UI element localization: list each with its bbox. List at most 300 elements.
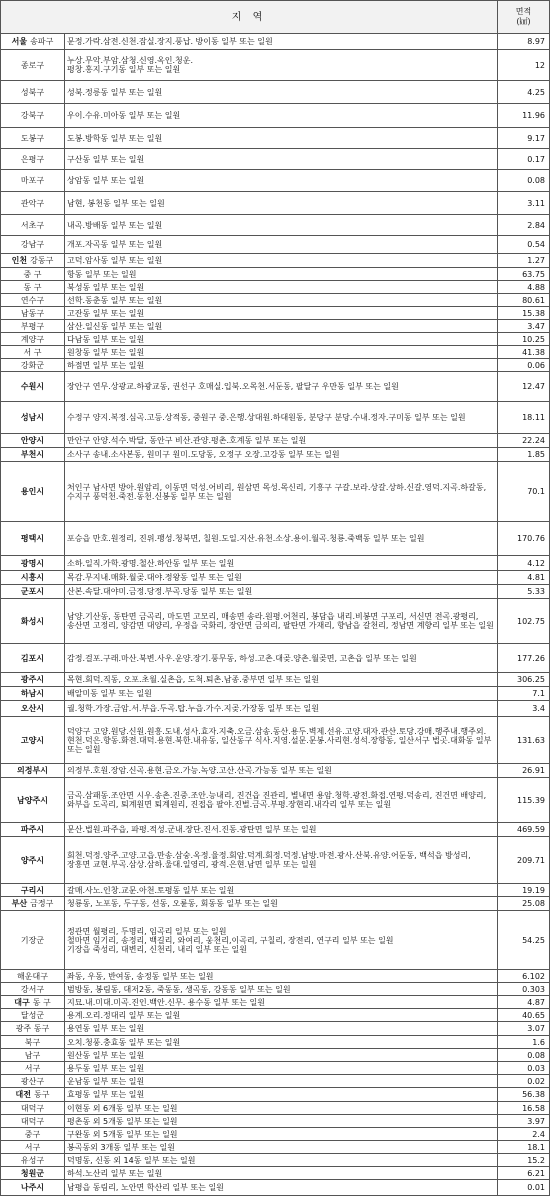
area-cell: 0.17 [498,149,550,170]
district-label: 광주 동구 [15,1024,50,1033]
district-label: 기장군 [20,935,45,945]
region-cell [1,268,65,281]
region-cell [1,170,65,192]
region-cell [1,1049,65,1062]
district-label: 중구 [24,1129,41,1139]
district-label: 부천시 [20,450,45,459]
area-cell: 3.47 [498,320,550,333]
area-header-label: 면적 (㎢) [515,7,532,26]
description-cell: 소하.일직.가학.광명.철산.하안동 일부 또는 일원 [65,556,498,571]
region-cell [1,884,65,897]
description-cell: 항동 일부 또는 일원 [65,268,498,281]
table-row [1,1128,550,1141]
region-cell [1,434,65,448]
table-row [1,104,550,128]
district-label: 수원시 [20,382,45,391]
description-cell: 정관면 월평리, 두명리, 임곡리 일부 또는 일원 철마면 임기리, 송정리, 백길리, 와여리, 웅천리,이곡리, 구칠리, 장전리, 연구리 일부 또는 일원 기장읍 죽성리, 대변리, 신천리, 내리 일부 또는 일원 [65,911,498,970]
table-row [1,128,550,149]
region-cell [1,307,65,320]
region-cell [1,983,65,996]
district-label: 중 구 [23,269,42,279]
area-cell: 0.08 [498,1049,550,1062]
region-cell [1,571,65,585]
area-cell: 3.11 [498,192,550,215]
area-header [498,1,550,34]
area-cell: 2.84 [498,215,550,236]
region-cell [1,778,65,823]
region-cell [1,281,65,294]
region-cell [1,1141,65,1154]
region-cell [1,1075,65,1088]
region-cell [1,687,65,701]
area-cell: 15.2 [498,1154,550,1167]
area-cell: 26.91 [498,764,550,778]
district-label: 남양주시 [17,795,48,805]
region-cell [1,970,65,983]
area-cell: 4.12 [498,556,550,571]
table-row [1,1022,550,1036]
table-row [1,1102,550,1115]
table-row [1,215,550,236]
district-label: 용인시 [20,487,45,496]
district-label: 해운대구 [17,971,48,981]
area-cell: 70.1 [498,462,550,522]
district-label: 서구 [24,1142,41,1152]
description-cell: 고덕.암사동 일부 또는 일원 [65,254,498,268]
region-cell [1,911,65,970]
table-row [1,50,550,81]
district-label: 강남구 [20,240,45,249]
table-row [1,687,550,701]
area-cell: 306.25 [498,673,550,687]
description-cell: 성북.정릉동 일부 또는 일원 [65,81,498,104]
table-row [1,402,550,434]
district-label: 화성시 [20,616,45,626]
area-cell: 115.39 [498,778,550,823]
description-cell: 개포.자곡동 일부 또는 일원 [65,236,498,254]
description-cell: 소사구 송내.소사본동, 원미구 원미.도당동, 오정구 오장.고강동 일부 또는 일원 [65,448,498,462]
table-row [1,307,550,320]
description-cell: 지묘.내.미대.미곡.진인.백안.신무. 용수동 일부 또는 일원 [65,996,498,1009]
area-cell: 6.102 [498,970,550,983]
description-cell: 처인구 남사면 방아.원암리, 이동면 덕성.어비리, 원삼면 목성.목신리, 기흥구 구갈.보라.상갈.상하.신갈.영덕.지곡.하갈동, 수지구 풍덕천.죽전.동천.신봉동 일부 또는 일원 [65,462,498,522]
area-cell: 41.38 [498,346,550,359]
description-cell: 수정구 양지.복정.심곡.고등.상적동, 중원구 중.은행.상대원.하대원동, 분당구 분당.수내.정자.구미동 일부 또는 일원 [65,402,498,434]
district-label: 군포시 [20,587,45,596]
area-cell: 80.61 [498,294,550,307]
description-cell: 배알미동 일부 또는 일원 [65,687,498,701]
region-cell [1,673,65,687]
table-row [1,1075,550,1088]
region-cell [1,236,65,254]
table-row [1,448,550,462]
description-cell: 감정.걸포.구래.마산.북변.사우.운양.장기.풍무동, 하성.고촌.대곶.양촌.월곶면, 고촌읍 일부 또는 일원 [65,644,498,673]
description-cell: 만안구 안양.석수.박달, 동안구 비산.관양.평촌.호계동 일부 또는 일원 [65,434,498,448]
table-row [1,434,550,448]
district-label: 광산구 [20,1076,45,1086]
district-label: 성남시 [20,413,45,422]
region-cell [1,644,65,673]
table-row [1,320,550,333]
description-cell: 북성동 일부 또는 일원 [65,281,498,294]
description-cell: 남평읍 동림리, 노안면 학산리 일부 또는 일원 [65,1180,498,1196]
description-cell: 갈매.사노.인창.교문.아천.토평동 일부 또는 일원 [65,884,498,897]
area-cell: 5.33 [498,585,550,599]
table-row [1,599,550,644]
description-cell: 선학.동춘동 일부 또는 일원 [65,294,498,307]
district-label: 서초구 [20,220,45,230]
region-cell [1,1009,65,1022]
region-cell [1,149,65,170]
description-cell: 궐.청학.가장.금암.서.부읍.두곡.탑.누읍.가수.지곶.가장동 일부 또는 일원 [65,701,498,717]
province-label: 부산 [11,899,28,908]
table-row [1,1062,550,1075]
description-cell: 남양.기산동, 동탄면 금곡리, 마도면 고모리, 매송면 송라.원평.어천리, 봉담읍 내리.비봉면 구포리, 서신면 전곡.광평리, 송산면 고정리, 양감면 대양리, 우정읍 국화리, 장안면 금의리, 팔탄면 가재리, 향남읍 갈천리, 정남면 계향리 일부 또는 일원 [65,599,498,644]
table-row [1,778,550,823]
table-row [1,837,550,884]
table-row [1,970,550,983]
description-cell: 삼산.일신동 일부 또는 일원 [65,320,498,333]
area-cell: 469.59 [498,823,550,837]
table-row [1,996,550,1009]
area-cell: 12.47 [498,372,550,402]
region-cell [1,556,65,571]
district-label: 남구 [24,1050,41,1060]
region-cell [1,1167,65,1180]
district-label: 남동구 [20,308,45,318]
description-cell: 회천.덕정.양주.고양.고읍.만송.삼숭.옥정.율정.회암.덕계.회정.덕정.남방.마전.광사.산북.유양.어둔동, 백석읍 방성리, 장흥면 교현.부곡.삼상.삼하.울대.일영리, 광적.은현.남면 일부 또는 일원 [65,837,498,884]
region-cell [1,1036,65,1049]
region-cell [1,104,65,128]
area-cell: 40.65 [498,1009,550,1022]
table-row [1,268,550,281]
area-cell: 4.87 [498,996,550,1009]
region-cell [1,1022,65,1036]
description-cell: 문산.법원.파주읍, 파평.적성.군내.장단.진서.진동.광탄면 일부 또는 일원 [65,823,498,837]
description-cell: 이현동 외 6개동 일부 또는 일원 [65,1102,498,1115]
table-row [1,346,550,359]
area-cell: 54.25 [498,911,550,970]
description-cell: 구산동 일부 또는 일원 [65,149,498,170]
table-row [1,254,550,268]
district-label: 하남시 [20,689,45,698]
district-label: 평택시 [20,534,45,543]
area-cell: 10.25 [498,333,550,346]
district-label: 계양구 [20,334,45,344]
district-label: 부평구 [20,321,45,331]
district-label: 청원군 [20,1168,45,1178]
description-cell: 봉곡동외 3개동 일부 또는 일원 [65,1141,498,1154]
region-cell [1,81,65,104]
area-cell: 131.63 [498,717,550,764]
table-row [1,1180,550,1196]
description-cell: 용연동 일부 또는 일원 [65,1022,498,1036]
description-cell: 운남동 일부 또는 일원 [65,1075,498,1088]
area-cell: 3.97 [498,1115,550,1128]
province-label: 대구 [14,997,30,1007]
region-cell [1,1115,65,1128]
area-cell: 15.38 [498,307,550,320]
area-cell: 170.76 [498,522,550,556]
area-cell: 209.71 [498,837,550,884]
description-cell: 청룡동, 노포동, 두구동, 선동, 오륜동, 회동동 일부 또는 일원 [65,897,498,911]
district-label: 금정구 [30,899,54,908]
table-row [1,983,550,996]
description-cell: 내곡.방배동 일부 또는 일원 [65,215,498,236]
table-row [1,644,550,673]
area-cell: 1.85 [498,448,550,462]
description-cell: 원창동 일부 또는 일원 [65,346,498,359]
district-label: 관악구 [20,198,45,208]
description-cell: 포승읍 만호.원정리, 진위.팽성.청북면, 칠원.도일.지산.유천.소상.용이.월곡.청룡.죽백동 일부 또는 일원 [65,522,498,556]
description-cell: 상암동 일부 또는 일원 [65,170,498,192]
district-label: 광주시 [20,675,45,684]
area-cell: 7.1 [498,687,550,701]
area-cell: 16.58 [498,1102,550,1115]
area-cell: 25.08 [498,897,550,911]
district-label: 안양시 [20,436,45,445]
description-cell: 원산동 일부 또는 일원 [65,1049,498,1062]
table-row [1,462,550,522]
table-row [1,170,550,192]
table-row [1,571,550,585]
district-label: 마포구 [20,176,45,185]
region-cell [1,996,65,1009]
description-cell: 목감.무지내.매화.월곶.대야.정왕동 일부 또는 일원 [65,571,498,585]
district-label: 시흥시 [20,573,45,582]
table-row [1,359,550,372]
district-label: 강서구 [20,984,45,994]
table-row [1,556,550,571]
description-cell: 구완동 외 5개동 일부 또는 일원 [65,1128,498,1141]
region-cell [1,333,65,346]
area-cell: 0.08 [498,170,550,192]
region-header: 지 역 [1,1,498,34]
region-cell [1,701,65,717]
description-cell: 오치.청풍.충효동 일부 또는 일원 [65,1036,498,1049]
district-label: 연수구 [20,295,45,305]
district-label: 강동구 [30,256,54,265]
area-cell: 4.88 [498,281,550,294]
province-label: 서울 [11,37,28,46]
district-label: 의정부시 [17,766,48,775]
district-label: 동 구 [32,997,51,1007]
table-row [1,884,550,897]
district-label: 대덕구 [20,1116,45,1126]
area-cell: 0.03 [498,1062,550,1075]
district-label: 대덕구 [20,1103,45,1113]
district-label: 양주시 [20,855,45,865]
region-cell [1,764,65,778]
region-cell [1,34,65,50]
district-label: 달성군 [20,1010,45,1020]
description-cell: 효평동 일부 또는 일원 [65,1088,498,1102]
region-cell [1,599,65,644]
table-row [1,192,550,215]
area-cell: 9.17 [498,128,550,149]
district-label: 파주시 [20,825,45,834]
region-cell [1,1128,65,1141]
description-cell: 하점면 일부 또는 일원 [65,359,498,372]
area-cell: 0.02 [498,1075,550,1088]
table-row [1,522,550,556]
description-cell: 산본.속달.대야미.금정.당정.부곡.당동 일부 또는 일원 [65,585,498,599]
table-row [1,1009,550,1022]
area-cell: 19.19 [498,884,550,897]
region-cell [1,823,65,837]
table-body [1,34,550,1196]
table-row [1,673,550,687]
description-cell: 장안구 연무.상광교.하광교동, 권선구 호매실.입북.오목천.서둔동, 팔달구 우만동 일부 또는 일원 [65,372,498,402]
table-row [1,149,550,170]
area-cell: 11.96 [498,104,550,128]
description-cell: 평촌동 외 5개동 일부 또는 일원 [65,1115,498,1128]
table-row [1,1167,550,1180]
area-cell: 4.81 [498,571,550,585]
description-cell: 문정.가락.삼전.신천.잠실.장지.풍납. 방이동 일부 또는 일원 [65,34,498,50]
area-cell: 2.4 [498,1128,550,1141]
description-cell: 좌동, 우동, 반여동, 송정동 일부 또는 일원 [65,970,498,983]
district-label: 나주시 [20,1183,45,1192]
district-label: 동구 [34,1090,50,1099]
region-cell [1,462,65,522]
description-cell: 남현, 봉천동 일부 또는 일원 [65,192,498,215]
district-label: 종로구 [20,60,45,70]
description-cell: 우이.수유.미아동 일부 또는 일원 [65,104,498,128]
table-row [1,281,550,294]
description-cell: 누상.무악.부암.삼청.신영.옥인.청운. 평창.홍지.구기동 일부 또는 일원 [65,50,498,81]
area-cell: 3.4 [498,701,550,717]
table-row [1,294,550,307]
description-cell: 용두동 일부 또는 일원 [65,1062,498,1075]
area-cell: 1.6 [498,1036,550,1049]
region-cell [1,346,65,359]
table-row [1,911,550,970]
district-label: 북구 [24,1037,41,1047]
district-label: 강북구 [20,111,45,120]
district-label: 강화군 [20,360,45,370]
region-cell [1,50,65,81]
description-cell: 고잔동 일부 또는 일원 [65,307,498,320]
region-cell [1,522,65,556]
area-cell: 18.1 [498,1141,550,1154]
region-cell [1,585,65,599]
region-cell [1,192,65,215]
table-row [1,701,550,717]
area-cell: 1.27 [498,254,550,268]
region-cell [1,128,65,149]
region-cell [1,254,65,268]
description-cell: 용계.오리.정대리 일부 또는 일원 [65,1009,498,1022]
table-row [1,897,550,911]
table-row [1,81,550,104]
table-row [1,1115,550,1128]
province-label: 대전 [15,1090,31,1099]
region-cell [1,897,65,911]
description-cell: 덕양구 고양.원당.신원.원흥.도내.성사.효자.지축.오금.삼송.동산.용두.벽제.선유.고양.대자.관산.토당.강매.행주내.행주외.현천.덕은.향동.화전.대덕.용현.북한.내유동, 일산동구 식사.지영.설문.문봉.사리현.성석.장항동, 일산서구 법곳.대화동 일부 또는 일원 [65,717,498,764]
description-cell: 의정부.호원.장암.신곡.용현.금오.가능.녹양.고산.산곡.가능동 일부 또는 일원 [65,764,498,778]
region-cell [1,359,65,372]
region-cell [1,448,65,462]
district-label: 김포시 [20,653,45,663]
description-cell: 범방동, 봉림동, 대저2동, 죽동동, 생곡동, 강동동 일부 또는 일원 [65,983,498,996]
district-label: 유성구 [20,1155,45,1165]
district-label: 동 구 [23,282,42,292]
area-cell: 22.24 [498,434,550,448]
description-cell: 금곡.삼패동.조안면 시우.송촌.진중.조안.능내리, 진건읍 진관리, 별내면 용암.청학.광전.화접.연평.덕송리, 진건면 배양리, 와부읍 도곡리, 퇴계원면 퇴계원리, 진접읍 팔야.진벌.금곡.부평.장현리.내각리 일부 또는 일원 [65,778,498,823]
area-cell: 8.97 [498,34,550,50]
area-cell: 177.26 [498,644,550,673]
table-row [1,236,550,254]
district-label: 도봉구 [20,133,45,143]
district-label: 서구 [24,1063,41,1073]
district-label: 구리시 [20,885,45,895]
area-cell: 102.75 [498,599,550,644]
region-cell [1,215,65,236]
table-row [1,823,550,837]
table-row [1,585,550,599]
district-label: 은평구 [20,154,45,164]
area-cell: 3.07 [498,1022,550,1036]
area-cell: 6.21 [498,1167,550,1180]
area-cell: 0.54 [498,236,550,254]
table-row [1,1088,550,1102]
area-cell: 4.25 [498,81,550,104]
description-cell: 다남동 일부 또는 일원 [65,333,498,346]
region-cell [1,717,65,764]
region-cell [1,1102,65,1115]
area-cell: 12 [498,50,550,81]
region-cell [1,372,65,402]
province-label: 인천 [11,256,28,265]
table-row [1,34,550,50]
region-cell [1,320,65,333]
region-cell [1,402,65,434]
district-label: 고양시 [20,735,45,745]
table-row [1,1154,550,1167]
district-label: 송파구 [30,37,54,46]
table-row [1,764,550,778]
table-row [1,1036,550,1049]
district-label: 서 구 [23,347,42,357]
district-label: 광명시 [20,558,45,568]
table-row [1,1049,550,1062]
area-cell: 0.303 [498,983,550,996]
description-cell: 도봉.방학동 일부 또는 일원 [65,128,498,149]
region-cell [1,1154,65,1167]
table-row [1,717,550,764]
area-cell: 63.75 [498,268,550,281]
description-cell: 하석.노산리 일부 또는 일원 [65,1167,498,1180]
table-header-row [1,1,550,34]
region-cell [1,1088,65,1102]
table-row [1,1141,550,1154]
description-cell: 덕명동, 신동 외 14동 일부 또는 일원 [65,1154,498,1167]
region-cell [1,1062,65,1075]
district-label: 오산시 [20,704,45,713]
table-row [1,333,550,346]
area-cell: 0.01 [498,1180,550,1196]
area-cell: 0.06 [498,359,550,372]
area-cell: 18.11 [498,402,550,434]
description-cell: 목현.회덕.직동, 오포.초월.실촌읍, 도척.퇴촌.남종.중부면 일부 또는 일원 [65,673,498,687]
district-label: 성북구 [20,87,45,97]
region-cell [1,294,65,307]
area-cell: 56.38 [498,1088,550,1102]
region-cell [1,837,65,884]
region-cell [1,1180,65,1196]
table-row [1,372,550,402]
